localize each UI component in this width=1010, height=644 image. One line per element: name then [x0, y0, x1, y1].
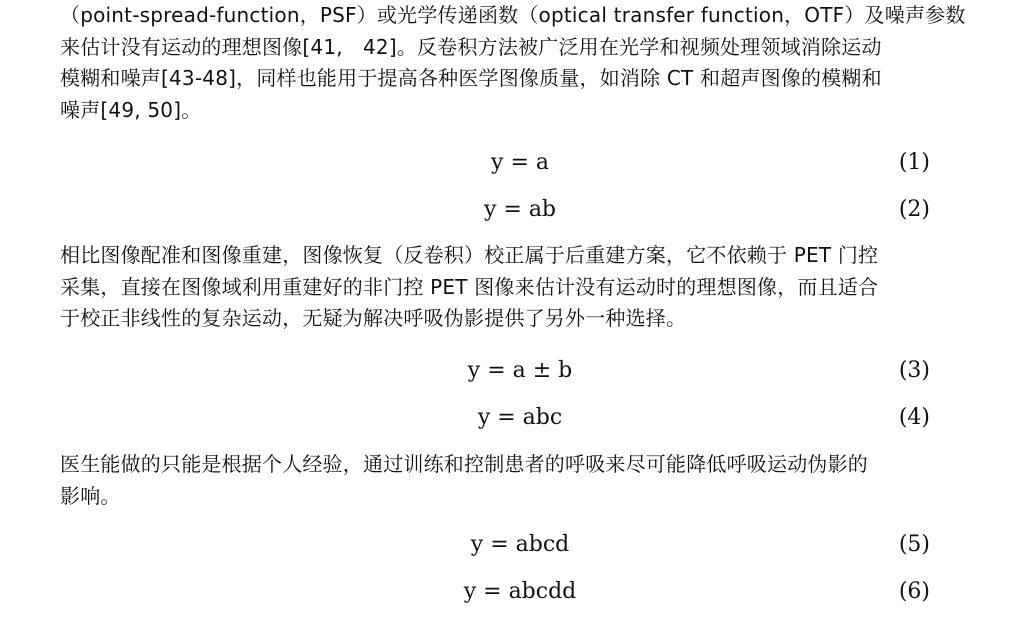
paragraph-3 [60, 449, 964, 512]
equation-expression: y = ab [483, 197, 557, 222]
paragraph-2 [60, 240, 964, 335]
equation-row-1 [0, 147, 1010, 179]
equation-row-6 [0, 576, 1010, 608]
equation-number: (5) [898, 532, 930, 557]
paragraph-line: 采集，直接在图像域利用重建好的非门控 PET 图像来估计没有运动时的理想图像，而且适合 [60, 274, 879, 299]
equation-expression: y = abcdd [463, 579, 577, 604]
equation-expression: y = a ± b [467, 358, 573, 383]
paragraph-line: （point-spread-function，PSF）或光学传递函数（optical transfer function，OTF）及噪声参数 [60, 3, 966, 27]
equation-number: (1) [898, 150, 930, 175]
paragraph-line: 模糊和噪声[43-48]，同样也能用于提高各种医学图像质量，如消除 CT 和超声图像的模糊和 [60, 66, 882, 90]
paragraph-line: 影响。 [60, 483, 121, 508]
paragraph-line: 于校正非线性的复杂运动，无疑为解决呼吸伪影提供了另外一种选择。 [60, 306, 687, 330]
paragraph-line: 噪声[49, 50]。 [60, 97, 202, 122]
equation-row-2 [0, 194, 1010, 226]
equation-number: (4) [898, 405, 930, 430]
paragraph-1 [60, 0, 964, 126]
paragraph-line: 来估计没有运动的理想图像[41, 42]。反卷积方法被广泛用在光学和视频处理领域消除运动 [60, 34, 882, 59]
equation-expression: y = abc [477, 405, 563, 430]
equation-number: (6) [898, 579, 930, 604]
equation-row-3 [0, 355, 1010, 387]
equation-row-5 [0, 529, 1010, 561]
equation-expression: y = a [491, 150, 549, 175]
paragraph-line: 医生能做的只能是根据个人经验，通过训练和控制患者的呼吸来尽可能降低呼吸运动伪影的 [60, 452, 868, 476]
equation-number: (3) [898, 358, 930, 383]
equation-number: (2) [898, 197, 930, 222]
equation-row-4 [0, 402, 1010, 434]
paragraph-line: 相比图像配准和图像重建，图像恢复（反卷积）校正属于后重建方案，它不依赖于 PET 门控 [60, 243, 879, 267]
equation-expression: y = abcd [470, 532, 570, 557]
